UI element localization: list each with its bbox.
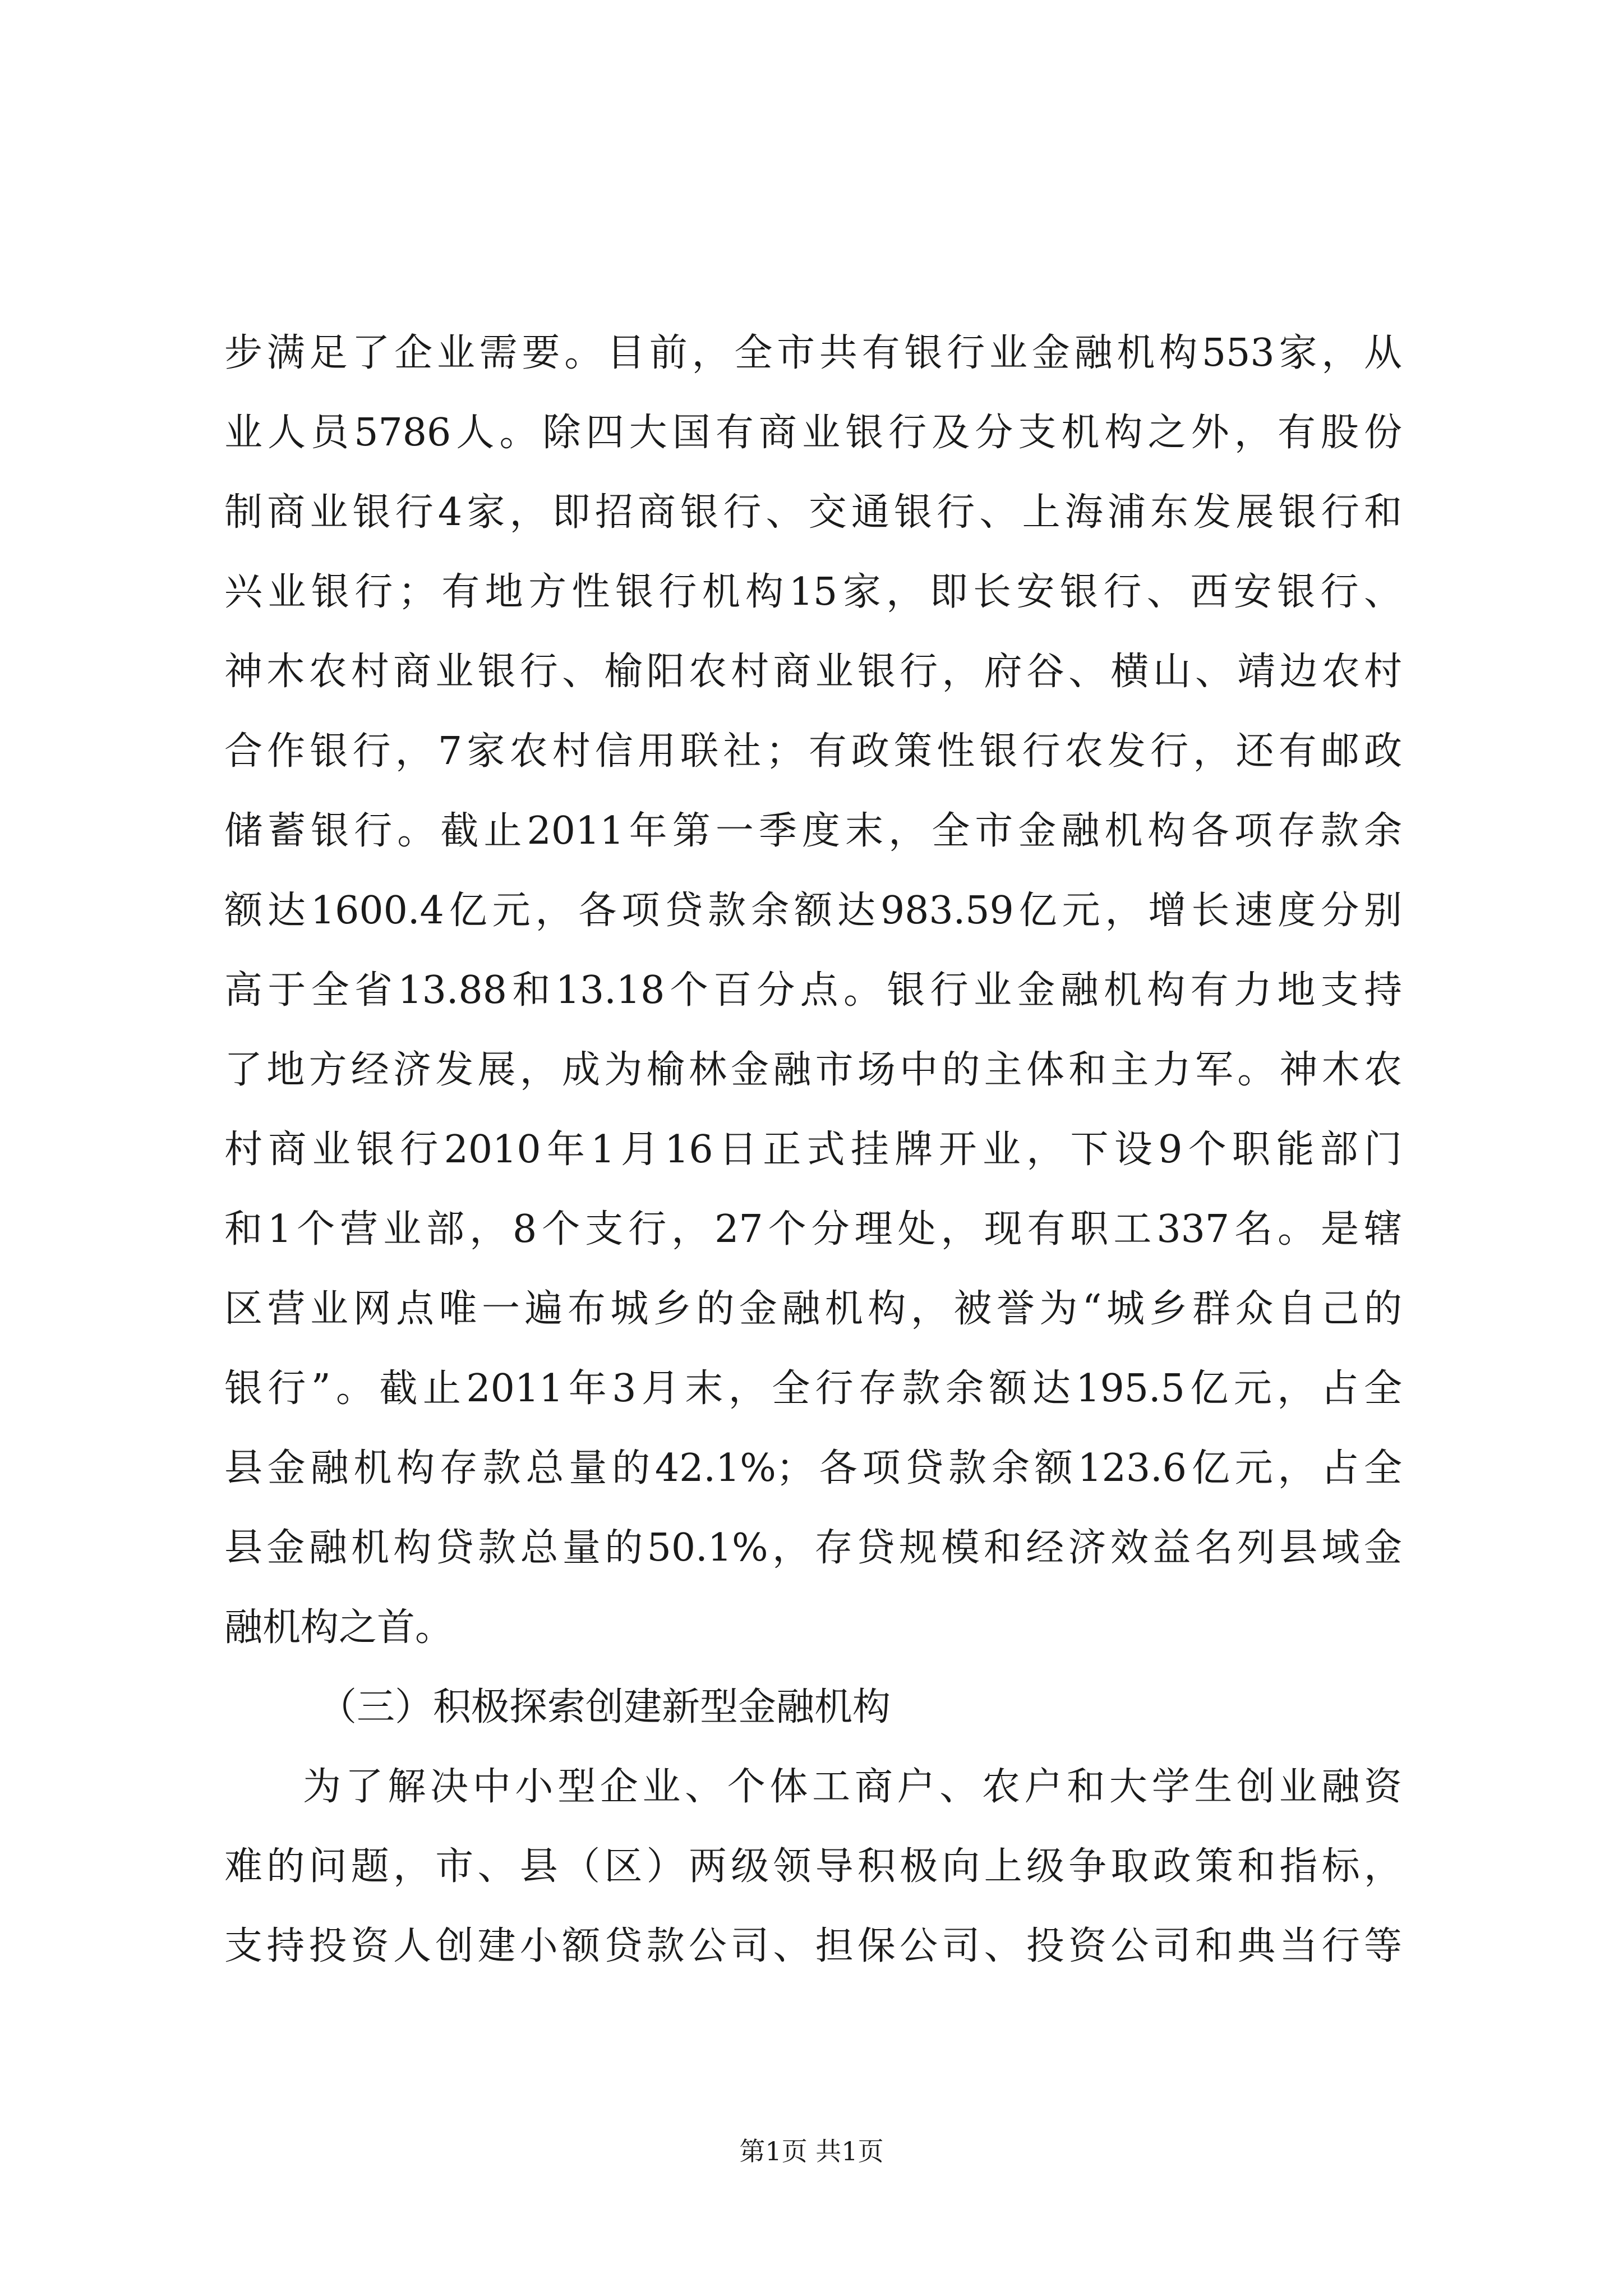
paragraph-line: 县金融机构贷款总量的50.1%，存贷规模和经济效益名列县域金 — [224, 1526, 1402, 1570]
paragraph-line: 了地方经济发展，成为榆林金融市场中的主体和主力军。神木农 — [224, 1048, 1402, 1092]
paragraph-line: 支持投资人创建小额贷款公司、担保公司、投资公司和典当行等 — [224, 1924, 1402, 1968]
paragraph-line: 高于全省13.88和13.18个百分点。银行业金融机构有力地支持 — [224, 968, 1402, 1013]
paragraph-line: 兴业银行；有地方性银行机构15家，即长安银行、西安银行、 — [224, 570, 1402, 614]
page-number-footer: 第1页 共1页 — [739, 2136, 884, 2166]
paragraph-line: 储蓄银行。截止2011年第一季度末，全市金融机构各项存款余 — [224, 809, 1402, 853]
paragraph-line: 为了解决中小型企业、个体工商户、农户和大学生创业融资 — [303, 1765, 1402, 1809]
paragraph-line: 区营业网点唯一遍布城乡的金融机构，被誉为“城乡群众自己的 — [224, 1287, 1402, 1331]
paragraph-line: 额达1600.4亿元，各项贷款余额达983.59亿元，增长速度分别 — [224, 889, 1402, 933]
paragraph-line: 村商业银行2010年1月16日正式挂牌开业，下设9个职能部门 — [224, 1128, 1402, 1172]
paragraph-line: 神木农村商业银行、榆阳农村商业银行，府谷、横山、靖边农村 — [224, 650, 1402, 694]
paragraph-line: 融机构之首。 — [224, 1605, 454, 1650]
paragraph-line: 县金融机构存款总量的42.1%；各项贷款余额123.6亿元，占全 — [224, 1446, 1402, 1490]
section-heading: （三）积极探索创建新型金融机构 — [319, 1685, 891, 1729]
paragraph-line: 合作银行，7家农村信用联社；有政策性银行农发行，还有邮政 — [224, 729, 1402, 774]
paragraph-line: 步满足了企业需要。目前，全市共有银行业金融机构553家，从 — [224, 331, 1402, 375]
paragraph-line: 难的问题，市、县（区）两级领导积极向上级争取政策和指标， — [224, 1844, 1402, 1889]
paragraph-line: 业人员5786人。除四大国有商业银行及分支机构之外，有股份 — [224, 411, 1402, 455]
paragraph-line: 制商业银行4家，即招商银行、交通银行、上海浦东发展银行和 — [224, 490, 1402, 535]
paragraph-line: 银行”。截止2011年3月末，全行存款余额达195.5亿元，占全 — [224, 1366, 1402, 1411]
paragraph-line: 和1个营业部，8个支行，27个分理处，现有职工337名。是辖 — [224, 1207, 1402, 1251]
